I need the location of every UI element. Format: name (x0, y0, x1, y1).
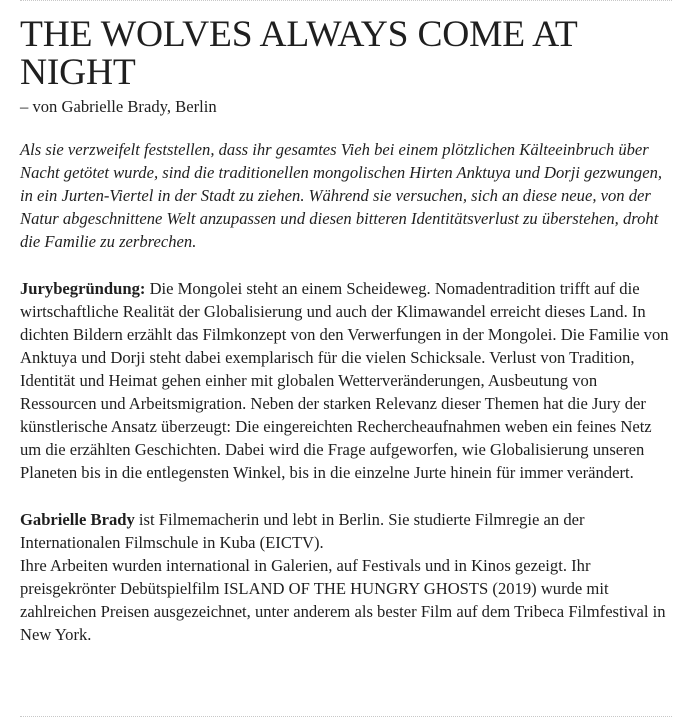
bottom-divider (20, 716, 672, 717)
bio-intro-line (20, 508, 672, 554)
byline: – von Gabrielle Brady, Berlin (20, 97, 217, 116)
jury-statement (20, 277, 672, 484)
film-title: THE WOLVES ALWAYS COME AT NIGHT (20, 14, 577, 93)
bio-details: Ihre Arbeiten wurden international in Galerien, auf Festivals und in Kinos gezeigt. Ihr preisgekrönter Debütspielfilm ISLAND OF THE HUNGRY GHOSTS (2019) wurde mit zahlreichen Preisen ausgezeichnet, unter anderem als bester Film auf dem Tribeca Filmfestival in New York. (20, 556, 666, 644)
director-bio (20, 508, 672, 646)
jury-text: Die Mongolei steht an einem Scheideweg. Nomadentradition trifft auf die wirtschaftliche Realität der Globalisierung und auch der Klimawandel erreicht dieses Land. In dichten Bildern erzählt das Filmkonzept von den Verwerfungen in der Mongolei. Die Familie von Anktuya und Dorji steht dabei exemplarisch für die vielen Schicksale. Verlust von Tradition, Identität und Heimat gehen einher mit globalen Wetterveränderungen, Ausbeutung von Ressourcen und Arbeitsmigration. Neben der starken Relevanz dieser Themen hat die Jury der künstlerische Ansatz überzeugt: Die eingereichten Rechercheaufnahmen weben ein feines Netz um die erzählten Geschichten. Dabei wird die Frage aufgeworfen, wie Globalisierung unseren Planeten bis in die entlegensten Winkel, bis in die einzelne Jurte hinein für immer verändert. (20, 279, 669, 482)
top-divider (20, 0, 672, 1)
synopsis: Als sie verzweifelt feststellen, dass ihr gesamtes Vieh bei einem plötzlichen Kälteeinbruch über Nacht getötet wurde, sind die traditionellen mongolischen Hirten Anktuya und Dorji gezwungen, in ein Jurten-Viertel in der Stadt zu ziehen. Während sie versuchen, sich an diese neue, von der Natur abgeschnittene Welt anzupassen und diesen bitteren Identitätsverlust zu überstehen, droht die Familie zu zerbrechen. (20, 140, 663, 251)
jury-label: Jurybegründung: (20, 279, 146, 298)
director-name: Gabrielle Brady (20, 510, 135, 529)
bio-intro: ist Filmemacherin und lebt in Berlin. Sie studierte Filmregie an der Internationalen Filmschule in Kuba (EICTV). (20, 510, 585, 552)
film-entry (20, 16, 672, 646)
